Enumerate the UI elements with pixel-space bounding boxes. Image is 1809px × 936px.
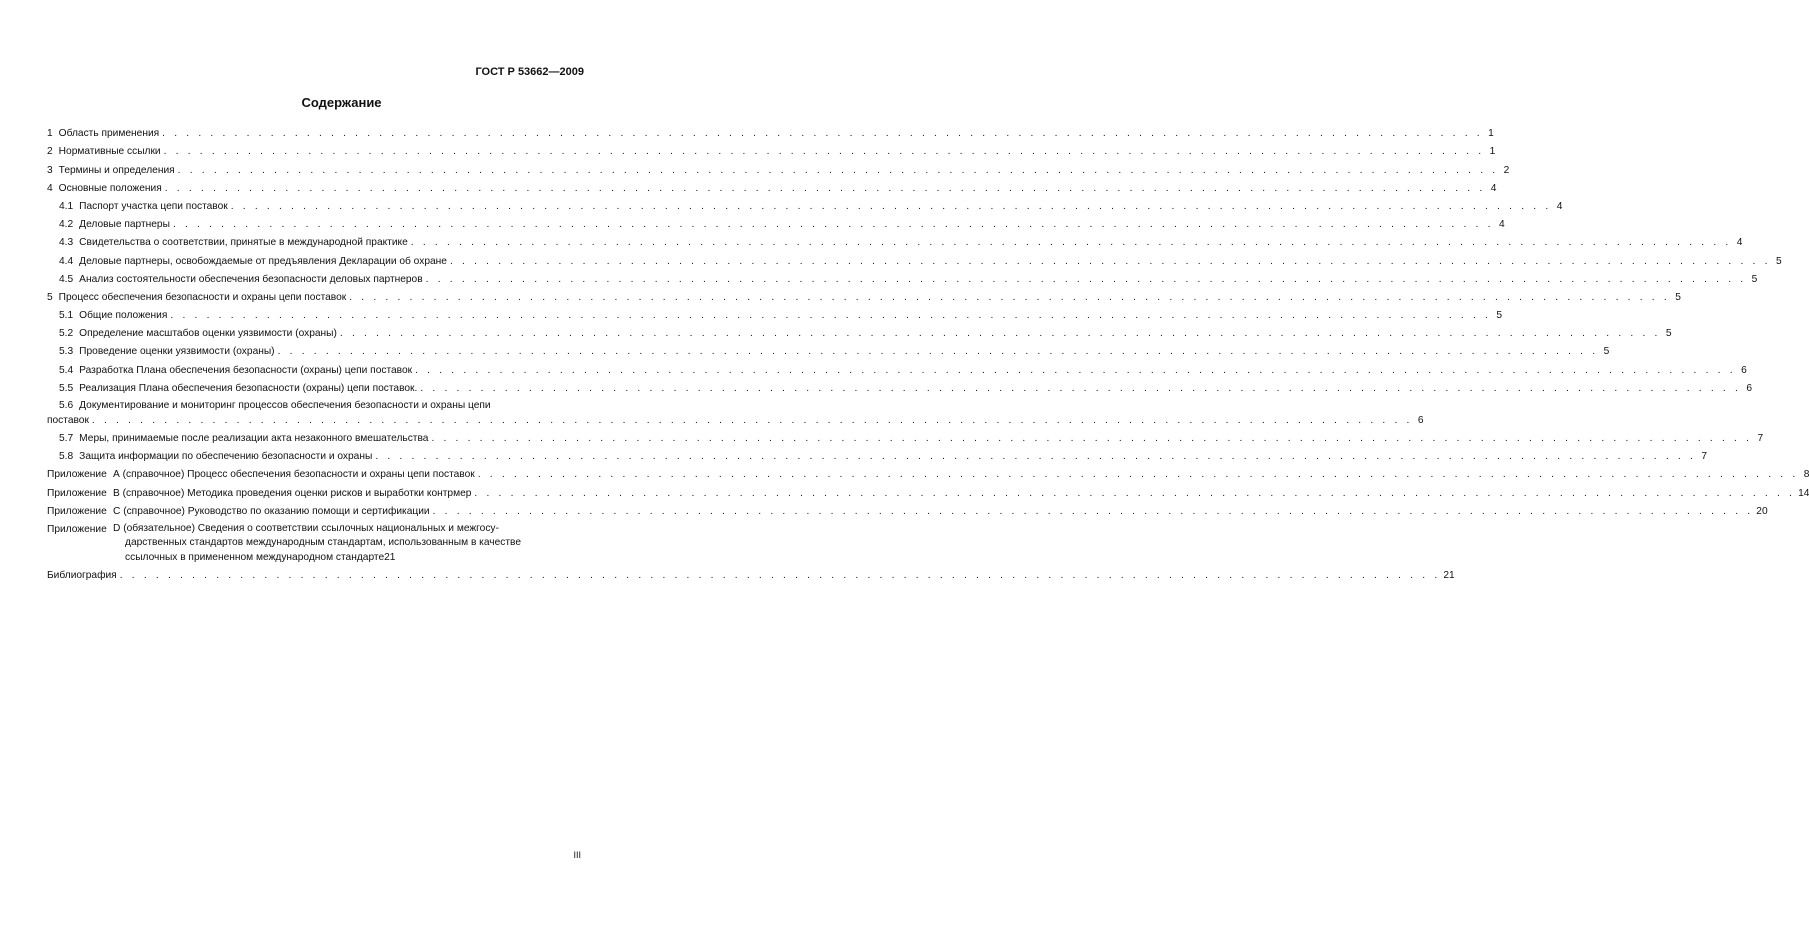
entry-number: 4.3	[59, 237, 74, 249]
appendix-page: 8	[1803, 469, 1809, 481]
toc-entry[interactable]	[47, 427, 1764, 445]
toc-entry[interactable]	[47, 445, 1707, 463]
leader-dots	[431, 433, 1752, 445]
entry-page: 1	[1488, 128, 1494, 140]
entry-title: Область применения	[58, 128, 160, 140]
appendix-label: Приложение	[47, 469, 107, 481]
entry-title: Паспорт участка цепи поставок	[79, 200, 228, 212]
leader-dots	[165, 183, 1486, 195]
page-title: Содержание	[301, 95, 382, 110]
entry-page: 4	[1736, 237, 1743, 249]
leader-dots	[164, 146, 1485, 158]
appendix-page: 20	[1756, 505, 1768, 517]
leader-dots	[173, 219, 1494, 231]
entry-page: 4	[1556, 200, 1563, 212]
entry-title: Определение масштабов оценки уязвимости (охраны)	[79, 328, 337, 340]
entry-page: 5	[1603, 346, 1610, 358]
toc-entry[interactable]	[47, 177, 1497, 195]
entry-number: 5.8	[59, 451, 74, 463]
toc-entry[interactable]	[47, 340, 1610, 358]
entry-title: Разработка Плана обеспечения безопасности (охраны) цепи поставок	[79, 364, 413, 376]
entry-title: Деловые партнеры	[79, 219, 170, 231]
leader-dots	[340, 328, 1661, 340]
toc-entry[interactable]	[47, 322, 1672, 340]
entry-title: Термины и определения	[58, 164, 175, 176]
toc-entry[interactable]	[47, 140, 1496, 158]
entry-number: 5.2	[59, 328, 74, 340]
appendix-title: А (справочное) Процесс обеспечения безопасности и охраны цепи поставок	[113, 469, 475, 481]
page-number: III	[573, 850, 581, 860]
entry-number: 3	[47, 164, 53, 176]
toc-entry[interactable]	[47, 249, 1782, 267]
leader-dots	[411, 237, 1732, 249]
leader-dots	[474, 488, 1795, 500]
appendix-entry[interactable]	[47, 481, 1809, 499]
toc-entry[interactable]	[47, 122, 1494, 140]
entry-title: Защита информации по обеспечению безопасности и охраны	[79, 451, 373, 463]
bibliography-page: 21	[1443, 569, 1455, 581]
leader-dots	[450, 256, 1771, 268]
appendix-label: Приложение	[47, 505, 107, 517]
entry-title: Реализация Плана обеспечения безопасности (охраны) цепи поставок.	[79, 382, 418, 394]
entry-title: Общие положения	[79, 310, 168, 322]
entry-number: 5.5	[59, 382, 74, 394]
leader-dots	[170, 310, 1491, 322]
entry-page: 4	[1498, 219, 1505, 231]
entry-title: Основные положения	[58, 182, 162, 194]
leader-dots	[92, 415, 1413, 427]
appendix-title-line3: ссылочных в примененном международном стандарте	[125, 551, 385, 563]
leader-dots	[120, 570, 1441, 582]
entry-page: 5	[1751, 273, 1758, 285]
toc-entry[interactable]	[47, 158, 1510, 176]
entry-number: 4.2	[59, 219, 74, 231]
appendix-title-line2: дарственных стандартов международным стандартам, использованным в качестве	[125, 536, 522, 548]
entry-title-line1: Документирование и мониторинг процессов обеспечения безопасности и охраны цепи	[79, 399, 491, 411]
standard-code: ГОСТ Р 53662—2009	[475, 66, 584, 78]
appendix-entry[interactable]	[47, 500, 1768, 518]
leader-dots	[278, 346, 1599, 358]
appendix-entry[interactable]	[47, 463, 1809, 481]
leader-dots	[426, 274, 1747, 286]
entry-number: 5.7	[59, 433, 74, 444]
toc-entry[interactable]	[47, 195, 1563, 213]
appendix-label: Приложение	[47, 487, 107, 499]
entry-number: 5.4	[59, 364, 74, 376]
appendix-page: 14	[1798, 487, 1809, 499]
table-of-contents	[47, 122, 1809, 582]
appendix-title: С (справочное) Руководство по оказанию помощи и сертификации	[113, 505, 430, 517]
appendix-entry[interactable]	[47, 518, 583, 564]
entry-title: Процесс обеспечения безопасности и охраны цепи поставок	[58, 291, 347, 303]
entry-page: 7	[1757, 433, 1764, 444]
entry-page: 7	[1701, 451, 1707, 463]
entry-page: 5	[1496, 310, 1503, 322]
toc-entry[interactable]	[47, 399, 1424, 427]
toc-entry[interactable]	[47, 231, 1743, 249]
leader-dots	[162, 128, 1483, 140]
entry-page: 5	[1775, 255, 1782, 267]
leader-dots	[415, 365, 1736, 377]
entry-page: 6	[1741, 364, 1747, 376]
leader-dots	[178, 165, 1499, 177]
entry-page: 5	[1665, 328, 1672, 340]
toc-entry[interactable]	[47, 213, 1505, 231]
entry-title: Анализ состоятельности обеспечения безопасности деловых партнеров	[79, 273, 423, 285]
entry-number: 2	[47, 146, 53, 158]
entry-number: 4.5	[59, 273, 74, 285]
entry-number: 4	[47, 182, 53, 194]
toc-entry[interactable]	[47, 304, 1503, 322]
entry-number: 4.4	[59, 255, 74, 267]
entry-page: 1	[1489, 146, 1496, 158]
bibliography-title: Библиография	[47, 569, 117, 581]
appendix-title-line1: D (обязательное) Сведения о соответствии ссылочных национальных и межгосу-	[113, 522, 499, 534]
entry-page: 5	[1675, 291, 1681, 303]
entry-page: 6	[1746, 382, 1752, 394]
toc-entry[interactable]	[47, 358, 1747, 376]
entry-number: 1	[47, 128, 53, 140]
leader-dots	[349, 292, 1670, 304]
leader-dots	[375, 451, 1696, 463]
entry-page: 6	[1417, 414, 1424, 426]
toc-entry[interactable]	[47, 286, 1681, 304]
entry-number: 5.6	[59, 399, 74, 411]
entry-title: Нормативные ссылки	[58, 146, 161, 158]
leader-dots	[433, 506, 1754, 518]
entry-number: 4.1	[59, 200, 74, 212]
leader-dots	[420, 383, 1741, 395]
entry-number: 5.1	[59, 310, 74, 322]
appendix-label: Приложение	[47, 523, 107, 535]
entry-title: Меры, принимаемые после реализации акта незаконного вмешательства	[79, 433, 429, 444]
appendix-title: В (справочное) Методика проведения оценки рисков и выработки контрмер	[113, 487, 472, 499]
toc-entry[interactable]	[47, 268, 1758, 286]
entry-title: Свидетельства о соответствии, принятые в международной практике	[79, 237, 408, 249]
entry-page: 2	[1503, 164, 1510, 176]
leader-dots	[231, 201, 1552, 213]
entry-title: Деловые партнеры, освобождаемые от предъявления Декларации об охране	[79, 255, 447, 267]
entry-number: 5	[47, 291, 53, 303]
entry-title: Проведение оценки уязвимости (охраны)	[79, 346, 275, 358]
bibliography-entry[interactable]	[47, 564, 1455, 582]
leader-dots	[478, 469, 1799, 481]
entry-number: 5.3	[59, 346, 74, 358]
entry-title-line2: поставок	[47, 414, 89, 426]
entry-page: 4	[1490, 182, 1497, 194]
toc-entry[interactable]	[47, 377, 1752, 395]
appendix-page: 21	[384, 551, 396, 563]
